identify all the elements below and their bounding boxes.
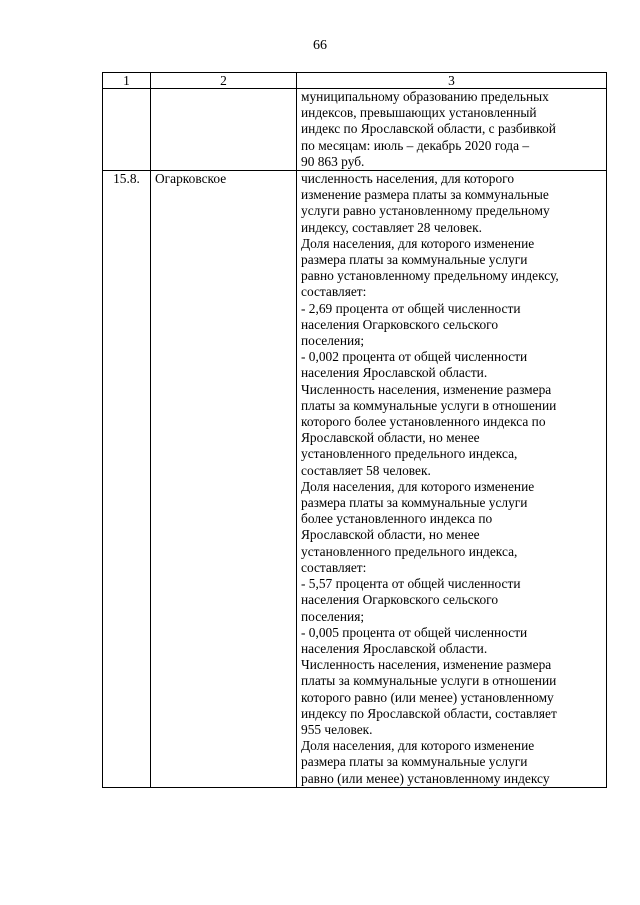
description-line: Доля населения, для которого изменение <box>301 235 535 251</box>
table-header-row <box>103 73 607 89</box>
description-line: по месяцам: июль – декабрь 2020 года – <box>301 137 530 153</box>
data-table <box>102 72 607 788</box>
description-line: поселения; <box>301 608 365 624</box>
description-line: Численность населения, изменение размера <box>301 657 552 673</box>
description-line: Ярославской области, но менее <box>301 527 480 543</box>
description-line: размера платы за коммунальные услуги <box>301 754 528 770</box>
description-line: 955 человек. <box>301 721 373 737</box>
description-line: составляет: <box>301 559 367 575</box>
description-line: индексу по Ярославской области, составляет <box>301 705 557 721</box>
description-line: установленного предельного индекса, <box>301 446 518 462</box>
description-line: - 0,002 процента от общей численности <box>301 349 528 365</box>
description-line: населения Огарковского сельского <box>301 316 499 332</box>
page-number: 66 <box>313 38 327 53</box>
description-cell <box>297 89 607 171</box>
municipality-name-cell <box>151 89 297 171</box>
description-line: муниципальному образованию предельных <box>301 89 549 104</box>
row-number-cell <box>103 89 151 171</box>
description-line: Доля населения, для которого изменение <box>301 738 535 754</box>
description-line: - 2,69 процента от общей численности <box>301 300 521 316</box>
description-line: равно установленному предельному индексу, <box>301 268 559 284</box>
description-line: - 0,005 процента от общей численности <box>301 624 528 640</box>
description-line: - 5,57 процента от общей численности <box>301 576 521 592</box>
description-line: индексов, превышающих установленный <box>301 105 537 121</box>
description-line: численность населения, для которого <box>301 171 515 187</box>
municipality-name-cell: Огарковское <box>151 171 297 788</box>
description-line: равно (или менее) установленному индексу <box>301 770 550 786</box>
description-line: которого равно (или менее) установленному <box>301 689 554 705</box>
description-line: размера платы за коммунальные услуги <box>301 252 528 268</box>
table-row <box>103 171 607 788</box>
header-cell-3: 3 <box>297 73 607 89</box>
description-line: услуги равно установленному предельному <box>301 203 550 219</box>
table-row <box>103 89 607 171</box>
description-line: Ярославской области, но менее <box>301 430 480 446</box>
description-line: составляет 58 человек. <box>301 462 431 478</box>
description-line: платы за коммунальные услуги в отношении <box>301 397 557 413</box>
description-line: поселения; <box>301 333 365 349</box>
description-line: 90 863 руб. <box>301 153 365 169</box>
description-line: населения Огарковского сельского <box>301 592 499 608</box>
description-line: установленного предельного индекса, <box>301 543 518 559</box>
description-line: населения Ярославской области. <box>301 365 488 381</box>
description-line: составляет: <box>301 284 367 300</box>
header-cell-1: 1 <box>103 73 151 89</box>
description-line: населения Ярославской области. <box>301 640 488 656</box>
description-line: Численность населения, изменение размера <box>301 381 552 397</box>
description-cell <box>297 171 607 788</box>
row-number-cell: 15.8. <box>103 171 151 788</box>
description-line: платы за коммунальные услуги в отношении <box>301 673 557 689</box>
description-line: Доля населения, для которого изменение <box>301 478 535 494</box>
description-line: размера платы за коммунальные услуги <box>301 495 528 511</box>
description-line: изменение размера платы за коммунальные <box>301 187 549 203</box>
description-line: которого более установленного индекса по <box>301 414 546 430</box>
description-line: более установленного индекса по <box>301 511 493 527</box>
header-cell-2: 2 <box>151 73 297 89</box>
description-line: индексу, составляет 28 человек. <box>301 219 482 235</box>
description-line: индекс по Ярославской области, с разбивкой <box>301 121 556 137</box>
